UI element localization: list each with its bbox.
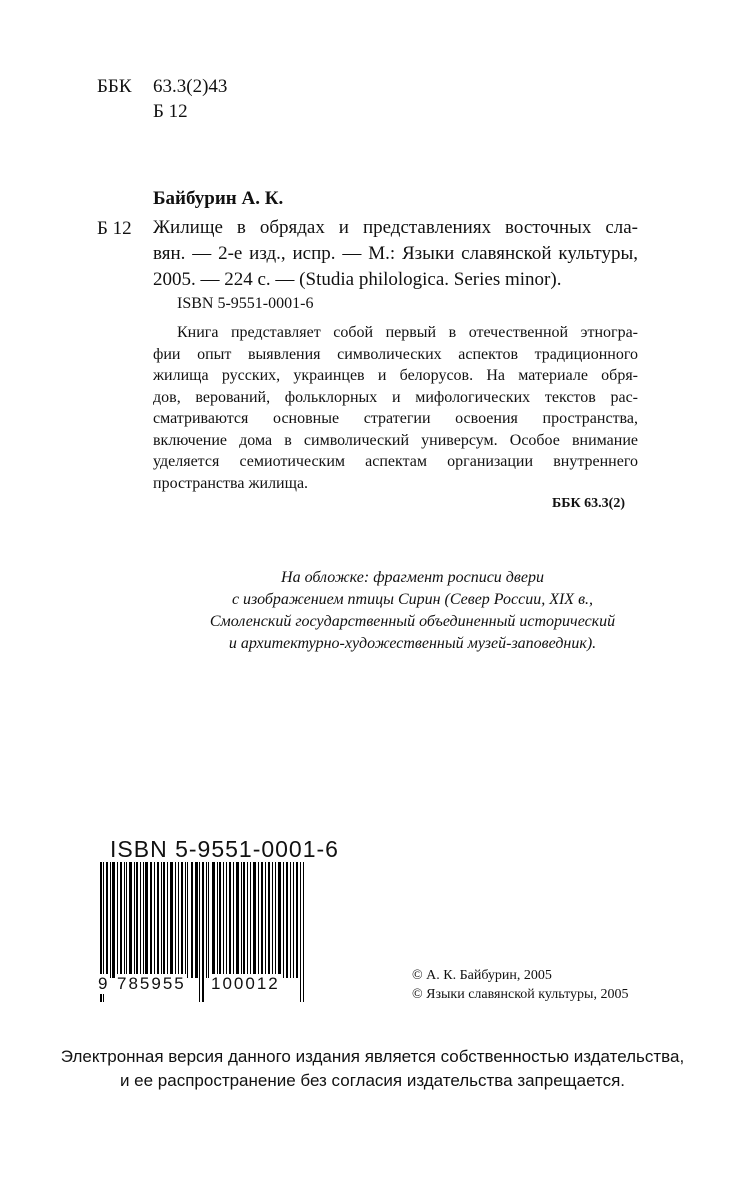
barcode-guard-bar (300, 862, 301, 1002)
barcode-bar (258, 862, 259, 978)
rights-notice-line: и ее распространение без согласия издательства запрещается. (119, 1071, 626, 1090)
barcode-bar (247, 862, 248, 978)
author-mark: Б 12 (153, 101, 188, 122)
entry-line: вян. — 2-е изд., испр. — М.: Языки славянской культуры, (153, 243, 638, 264)
barcode-bar (253, 862, 256, 978)
barcode-bar (191, 862, 193, 978)
barcode-bar (167, 862, 168, 978)
barcode-bar (145, 862, 148, 978)
barcode-bar (195, 862, 198, 978)
abstract-line: дов, верований, фольклорных и мифологических текстов рас- (153, 388, 638, 406)
cover-note-line: и архитектурно-художественный музей-заповедник). (228, 635, 597, 652)
barcode-bar (129, 862, 132, 978)
barcode-bar (229, 862, 231, 978)
barcode-bar (241, 862, 242, 978)
abstract-line: Книга представляет собой первый в отечественной этногра- (177, 324, 638, 341)
barcode-bar (143, 862, 144, 978)
barcode-digits-left: 785955 (117, 974, 186, 993)
barcode-bar (293, 862, 294, 978)
cover-note-line: Смоленский государственный объединенный исторический (209, 613, 616, 630)
barcode-bar (170, 862, 173, 978)
cover-note (180, 567, 645, 655)
barcode-bar (296, 862, 298, 978)
abstract-line: жилища русских, украинцев и белорусов. На материале обря- (153, 367, 638, 384)
barcode-bar (126, 862, 127, 978)
barcode-bar (243, 862, 245, 978)
barcode-bar (110, 862, 111, 978)
barcode-bar (124, 862, 125, 978)
barcode-bar (226, 862, 227, 978)
rights-notice (40, 1045, 705, 1093)
copyright-line: © Языки славянской культуры, 2005 (412, 987, 629, 1002)
bbk-short: ББК 63.3(2) (552, 496, 625, 511)
barcode-bar (283, 862, 284, 978)
isbn-catalog: ISBN 5-9551-0001-6 (177, 295, 314, 312)
barcode-bar (208, 862, 209, 978)
barcode-bar (154, 862, 155, 978)
barcode-bar (223, 862, 224, 978)
barcode-bar (112, 862, 115, 978)
barcode-bar (286, 862, 288, 978)
barcode-guard-bar (303, 862, 304, 1002)
barcode-bar (157, 862, 159, 978)
barcode-bar (217, 862, 218, 978)
barcode-bar (272, 862, 273, 978)
barcode-bar (136, 862, 138, 978)
barcode-bar (212, 862, 215, 978)
barcode-bar (117, 862, 118, 978)
barcode-guard-bar (202, 862, 204, 1002)
entry-line: 2005. — 224 с. — (Studia philologica. Series minor). (153, 269, 562, 290)
barcode-bar (278, 862, 281, 978)
bbk-label: ББК (97, 76, 132, 97)
abstract-line: уделяется семиотическим аспектам организации внутреннего (153, 453, 638, 470)
barcode-bar (187, 862, 188, 978)
barcode-bar (134, 862, 135, 978)
copyright-line: © А. К. Байбурин, 2005 (412, 968, 552, 983)
barcode-bar (261, 862, 263, 978)
cover-note-line: с изображением птицы Сирин (Север России, XIX в., (231, 591, 594, 608)
barcode-bar (236, 862, 239, 978)
abstract-line: сматриваются основные стратегии освоения пространства, (153, 410, 638, 427)
barcode-guard-bar (199, 862, 200, 1002)
barcode-bar (233, 862, 234, 978)
abstract (153, 322, 638, 494)
bbk-code: 63.3(2)43 (153, 76, 228, 97)
barcode-isbn: ISBN 5-9551-0001-6 (110, 836, 339, 862)
cover-note-line: На обложке: фрагмент росписи двери (281, 569, 544, 586)
barcode-bar (185, 862, 186, 978)
author-name: Байбурин А. К. (153, 188, 284, 209)
barcode-bar (268, 862, 270, 978)
barcode-bar (106, 862, 108, 978)
barcode-bar (150, 862, 152, 978)
barcode-bar (181, 862, 183, 978)
abstract-line: фии опыт выявления символических аспектов традиционного (153, 345, 638, 363)
barcode-digits-right: 100012 (211, 974, 280, 993)
barcode-bar (290, 862, 291, 978)
bibliographic-entry (153, 215, 638, 293)
barcode-bar (275, 862, 276, 978)
barcode-digit-first: 9 (98, 974, 108, 993)
barcode-bar (265, 862, 266, 978)
entry-line: Жилище в обрядах и представлениях восточных сла- (153, 217, 638, 238)
barcode-bar (140, 862, 141, 978)
abstract-line: включение дома в символический универсум. Особое внимание (153, 431, 638, 449)
barcode-bar (178, 862, 179, 978)
barcode-bar (120, 862, 122, 978)
barcode-bar (163, 862, 165, 978)
barcode-bar (250, 862, 251, 978)
barcode-bar (206, 862, 207, 978)
rights-notice-line: Электронная версия данного издания является собственностью издательства, (60, 1047, 685, 1066)
barcode-bar (219, 862, 221, 978)
barcode-bar (175, 862, 176, 978)
shelfmark: Б 12 (97, 218, 132, 239)
abstract-line: пространства жилища. (153, 474, 309, 492)
copyright (412, 966, 628, 1004)
barcode-bar (161, 862, 162, 978)
